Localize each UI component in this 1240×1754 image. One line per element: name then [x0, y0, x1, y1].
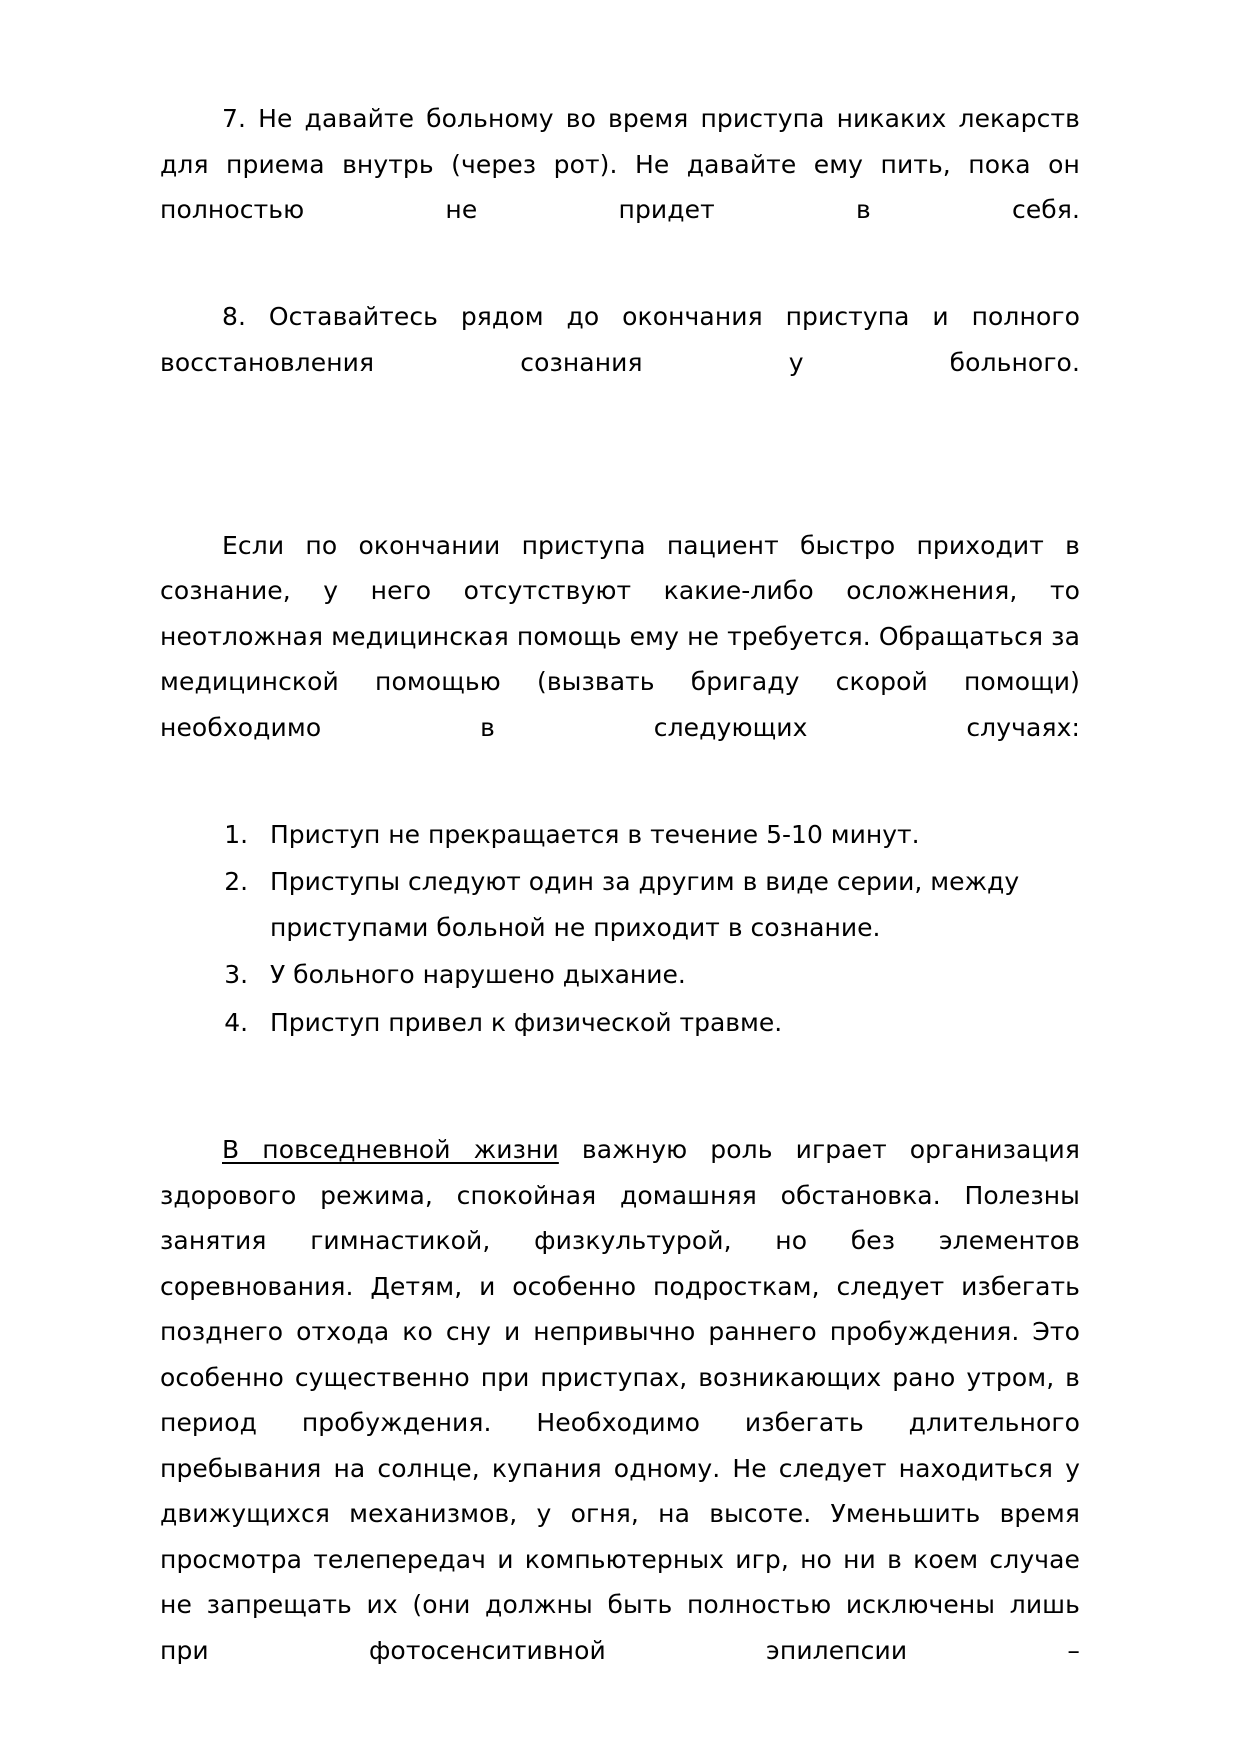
emergency-list — [160, 812, 1080, 1046]
paragraph-item-7: 7. Не давайте больному во время приступа никаких лекарств для приема внутрь (через рот). Не давайте ему пить, пока он полностью не придет в себя. — [160, 104, 1080, 224]
spacer — [160, 278, 1080, 294]
document-body — [160, 96, 1080, 1719]
list-item: 4. Приступ привел к физической травме. — [256, 1000, 1080, 1046]
spacer — [160, 796, 1080, 812]
daily-life-rest: важную роль играет организация здорового режима, спокойная домашняя обстановка. Полезны занятия гимнастикой, физкультурой, но без элементов соревнования. Детям, и особенно подросткам, следует избегать позднего отхода ко сну и непривычно раннего пробуждения. Это особенно существенно при приступах, возникающих рано утром, в период пробуждения. Необходимо избегать длительного пребывания на солнце, купания одному. Не следует находиться у движущихся механизмов, у огня, на высоте. Уменьшить время просмотра телепередач и компьютерных игр, но ни в коем случае не запрещать их (они должны быть полностью исключены лишь при фотосенситивной эпилепсии – — [160, 1135, 1081, 1665]
list-item: 2. Приступы следуют один за другим в виде серии, между приступами больной не приходит в сознание. — [256, 859, 1080, 950]
paragraph-emergency-intro: Если по окончании приступа пациент быстро приходит в сознание, у него отсутствуют какие-либо осложнения, то неотложная медицинская помощь ему не требуется. Обращаться за медицинской помощью (вызвать бригаду скорой помощи) необходимо в следующих случаях: — [160, 530, 1080, 742]
paragraph-daily-life — [160, 1127, 1080, 1719]
list-item: 3. У больного нарушено дыхание. — [256, 952, 1080, 998]
daily-life-lead: В повседневной жизни — [222, 1135, 559, 1164]
paragraph-item-8: 8. Оставайтесь рядом до окончания приступа и полного восстановления сознания у больного. — [160, 302, 1080, 377]
spacer — [160, 431, 1080, 523]
list-item: 1. Приступ не прекращается в течение 5-10 минут. — [256, 812, 1080, 858]
spacer — [160, 1047, 1080, 1127]
